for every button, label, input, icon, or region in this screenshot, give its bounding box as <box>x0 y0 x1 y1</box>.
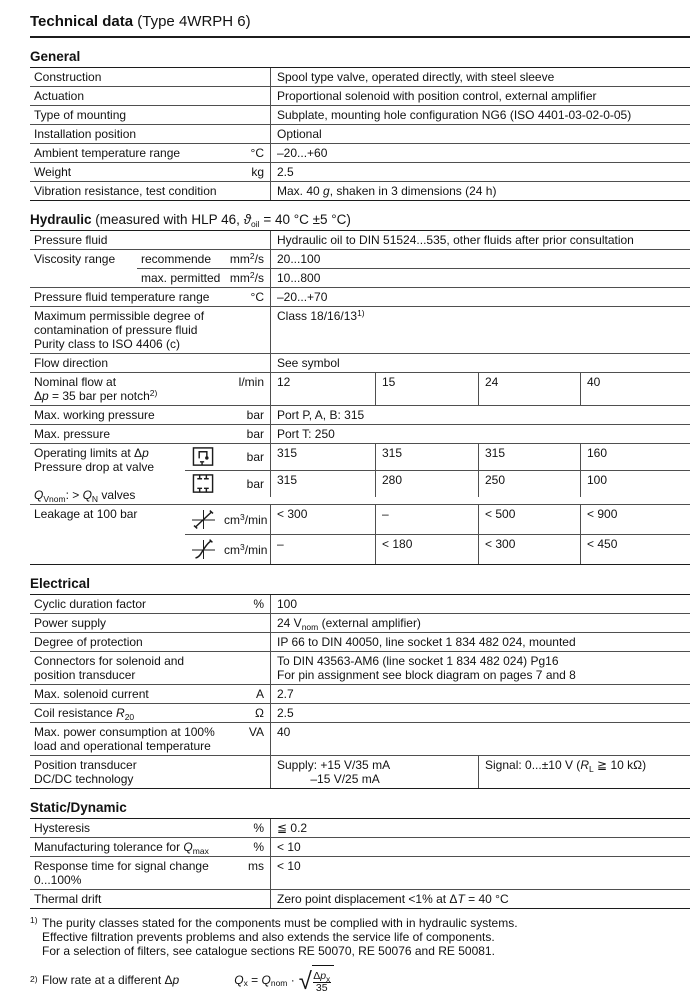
row-label: Coil resistance $R_{20}$ <box>34 706 135 722</box>
unit-label <box>262 231 270 235</box>
value-cell: See symbol <box>270 354 690 372</box>
fraction-denominator: 35 <box>313 982 331 994</box>
value-cell: < 500 <box>478 505 580 534</box>
unit-label: % <box>253 821 264 835</box>
footnote-marker: 2) <box>30 973 38 984</box>
value-cell: Port T: 250 <box>270 425 690 443</box>
section-table <box>30 818 690 909</box>
table-row <box>30 288 690 307</box>
sub-row <box>185 444 690 470</box>
value-cell: 100 <box>270 595 690 613</box>
sub-row <box>185 470 690 497</box>
table-row <box>30 425 690 444</box>
table-row <box>30 106 690 125</box>
unit-label <box>262 87 270 91</box>
unit-label: % <box>253 597 264 611</box>
unit-label: °C <box>250 290 264 304</box>
label-unit-cell <box>30 838 270 856</box>
row-label: Vibration resistance, test condition <box>34 184 217 198</box>
footnote-text: Flow rate at a different Δ p <box>42 972 180 987</box>
sub-row <box>137 268 690 287</box>
page-title <box>30 10 690 30</box>
table-row <box>30 505 690 564</box>
label-unit-cell <box>30 354 270 372</box>
radical-sign: √ <box>298 968 312 995</box>
value-cell: Class 18/16/13$^{1)}$ <box>270 307 690 353</box>
value-cell: Optional <box>270 125 690 143</box>
row-label: Installation position <box>34 127 137 141</box>
sub-row-label: max. permitted <box>141 271 221 285</box>
section-heading <box>30 210 690 230</box>
sub-row <box>185 505 690 534</box>
unit-label <box>262 68 270 72</box>
footnote-marker: 1) <box>30 915 38 925</box>
unit-label <box>262 125 270 129</box>
unit-label: A <box>255 687 264 701</box>
section-heading-text: Hydraulic <box>30 212 92 227</box>
table-row <box>30 87 690 106</box>
section-heading <box>30 798 690 818</box>
unit-label <box>262 307 270 311</box>
value-cell: Supply: +15 V/35 mA –15 V/25 mA <box>270 756 478 788</box>
unit-label: Ω <box>255 706 264 720</box>
row-label: Ambient temperature range <box>34 146 181 160</box>
value-cell: 2.5 <box>270 163 690 181</box>
row-label: Max. working pressure <box>34 408 155 422</box>
value-cell: –20...+60 <box>270 144 690 162</box>
label-unit-cell <box>30 125 270 143</box>
unit-label: bar <box>246 450 264 464</box>
table-row <box>30 652 690 685</box>
unit-label: °C <box>250 146 264 160</box>
flow-rate-formula <box>234 965 333 994</box>
label-unit-cell <box>30 704 270 722</box>
label-unit-cell <box>30 307 270 353</box>
value-cell: 315 <box>270 444 375 470</box>
label-unit-cell <box>30 819 270 837</box>
value-cell: – <box>270 535 375 564</box>
unit-label <box>262 354 270 358</box>
section <box>30 210 690 565</box>
value-cell: 2.7 <box>270 685 690 703</box>
value-cell: Spool type valve, operated directly, with steel sleeve <box>270 68 690 86</box>
row-label: Cyclic duration factor <box>34 597 147 611</box>
section-heading-text: General <box>30 49 81 64</box>
label-unit-cell <box>30 163 270 181</box>
row-label: Weight <box>34 165 72 179</box>
section-heading-text: Electrical <box>30 576 91 591</box>
section-heading <box>30 47 690 67</box>
table-row <box>30 250 690 288</box>
value-cell: < 450 <box>580 535 690 564</box>
page-title-main: Technical data <box>30 13 134 30</box>
page-title-type: (Type 4WRPH 6) <box>133 13 251 30</box>
table-row <box>30 163 690 182</box>
table-row <box>30 838 690 857</box>
table-row <box>30 857 690 890</box>
sub-row <box>137 250 690 268</box>
table-row <box>30 406 690 425</box>
unit-label <box>262 890 270 894</box>
section-table <box>30 67 690 201</box>
value-cell: 315 <box>270 471 375 497</box>
row-label: Operating limits at Δp Pressure drop at valve $Q_{Vnom}$: > $Q_N$ valves <box>34 446 155 504</box>
table-row <box>30 354 690 373</box>
label-unit-cell <box>30 857 270 889</box>
table-row <box>30 307 690 354</box>
table-row <box>30 182 690 200</box>
footnote <box>30 916 690 958</box>
value-cell: Hydraulic oil to DIN 51524...535, other fluids after prior consultation <box>270 231 690 249</box>
label-unit-cell <box>30 652 270 684</box>
label-unit-cell <box>30 373 270 405</box>
unit-label: $cm^3/\min$ <box>224 541 268 557</box>
unit-label: l/min <box>238 375 264 389</box>
value-cell: < 10 <box>270 838 690 856</box>
label-unit-cell <box>30 182 270 200</box>
value-cell: IP 66 to DIN 40050, line socket 1 834 482 024, mounted <box>270 633 690 651</box>
label-unit-cell <box>30 231 270 249</box>
label-unit-cell <box>30 144 270 162</box>
unit-label: $mm^2/s$ <box>229 251 264 266</box>
table-row <box>30 819 690 838</box>
formula-lhs: $Q_x = Q_{nom}$ · <box>234 972 295 988</box>
row-label: Position transducer DC/DC technology <box>34 758 137 786</box>
label-unit-cell <box>30 87 270 105</box>
value-cell: 315 <box>478 444 580 470</box>
table-row <box>30 125 690 144</box>
table-row <box>30 633 690 652</box>
section-heading-suffix: (measured with HLP 46, $ϑ_{oil} = 40$ °C ±5 °C) <box>91 212 351 229</box>
section-heading <box>30 574 690 594</box>
linear-characteristic-icon <box>185 505 222 534</box>
value-cell: –20...+70 <box>270 288 690 306</box>
curve-characteristic-icon <box>185 535 222 564</box>
unit-label <box>262 614 270 618</box>
unit-label <box>262 652 270 656</box>
value-cell: 40 <box>580 373 690 405</box>
unit-label: VA <box>248 725 264 739</box>
unit-label <box>262 106 270 110</box>
value-cell: 24 <box>478 373 580 405</box>
sub-rows <box>185 505 690 564</box>
section-table <box>30 594 690 789</box>
value-cell: 100 <box>580 471 690 497</box>
value-cell: 40 <box>270 723 690 755</box>
value-cell: < 180 <box>375 535 478 564</box>
unit-label <box>262 756 270 760</box>
sub-row-label: recommende <box>141 252 212 266</box>
value-cell: 20...100 <box>270 250 690 268</box>
value-cell: 12 <box>270 373 375 405</box>
row-label: Response time for signal change 0...100% <box>34 859 209 887</box>
table-row <box>30 373 690 406</box>
label-unit-cell <box>30 890 270 908</box>
label-unit-cell <box>30 633 270 651</box>
value-cell: < 900 <box>580 505 690 534</box>
label-unit-cell <box>30 685 270 703</box>
label-unit-cell <box>30 288 270 306</box>
section <box>30 798 690 909</box>
row-label: Pressure fluid <box>34 233 108 247</box>
row-label: Power supply <box>34 616 107 630</box>
table-row <box>30 685 690 704</box>
value-cell: 24 $V_{nom}$ (external amplifier) <box>270 614 690 632</box>
table-row <box>30 704 690 723</box>
fraction-numerator: $\Delta p_x$ <box>313 970 331 984</box>
section-table <box>30 230 690 565</box>
table-row <box>30 723 690 756</box>
valve-blocked-ports-icon <box>185 471 222 497</box>
sub-rows <box>137 250 690 287</box>
table-row <box>30 231 690 250</box>
row-label: Nominal flow at Δp = 35 bar per notch$^{2)}$ <box>34 375 158 403</box>
value-cell: To DIN 43563-AM6 (line socket 1 834 482 024) Pg16 For pin assignment see block diagram on pages 7 and 8 <box>270 652 690 684</box>
value-cell: Subplate, mounting hole configuration NG6 (ISO 4401-03-02-0-05) <box>270 106 690 124</box>
sub-rows <box>185 444 690 504</box>
unit-label: bar <box>246 477 264 491</box>
table-row <box>30 68 690 87</box>
table-row <box>30 614 690 633</box>
row-label: Leakage at 100 bar <box>34 507 138 521</box>
row-label: Actuation <box>34 89 85 103</box>
unit-label: bar <box>246 427 264 441</box>
row-label: Max. solenoid current <box>34 687 149 701</box>
table-row <box>30 890 690 908</box>
row-label: Degree of protection <box>34 635 143 649</box>
row-label: Pressure fluid temperature range <box>34 290 210 304</box>
value-cell: 2.5 <box>270 704 690 722</box>
value-cell: 15 <box>375 373 478 405</box>
row-label: Construction <box>34 70 102 84</box>
fraction <box>313 971 331 994</box>
row-label: Flow direction <box>34 356 109 370</box>
unit-label: $cm^3/\min$ <box>224 511 268 527</box>
row-label: Thermal drift <box>34 892 102 906</box>
label-unit-cell <box>30 756 270 788</box>
value-cell: 10...800 <box>270 269 690 287</box>
value-cell: < 10 <box>270 857 690 889</box>
value-cell: Zero point displacement <1% at ΔT = 40 °C <box>270 890 690 908</box>
value-cell: < 300 <box>270 505 375 534</box>
unit-label: bar <box>246 408 264 422</box>
sub-row <box>185 534 690 564</box>
value-cell: – <box>375 505 478 534</box>
table-row <box>30 756 690 788</box>
title-divider <box>30 36 690 38</box>
row-label: Connectors for solenoid and position transducer <box>34 654 185 682</box>
value-cell: Port P, A, B: 315 <box>270 406 690 424</box>
value-cell: 160 <box>580 444 690 470</box>
radicand <box>312 965 334 994</box>
row-label: Manufacturing tolerance for $Q_{max}$ <box>34 840 209 856</box>
row-label: Type of mounting <box>34 108 127 122</box>
label-unit-cell <box>30 406 270 424</box>
row-label: Max. power consumption at 100% load and operational temperature <box>34 725 215 753</box>
value-cell: Max. 40 g, shaken in 3 dimensions (24 h) <box>270 182 690 200</box>
table-row <box>30 595 690 614</box>
value-cell: 315 <box>375 444 478 470</box>
row-label: Hysteresis <box>34 821 91 835</box>
unit-label: $mm^2/s$ <box>229 270 264 285</box>
value-cell: ≦ 0.2 <box>270 819 690 837</box>
square-root <box>299 965 334 994</box>
label-unit-cell <box>30 723 270 755</box>
unit-label: ms <box>248 859 264 873</box>
row-label: Max. pressure <box>34 427 111 441</box>
section <box>30 47 690 201</box>
label-unit-cell <box>30 68 270 86</box>
value-cell: Proportional solenoid with position control, external amplifier <box>270 87 690 105</box>
footnotes <box>30 916 690 994</box>
table-row <box>30 444 690 505</box>
table-row <box>30 144 690 163</box>
value-cell: 250 <box>478 471 580 497</box>
unit-label: kg <box>251 165 264 179</box>
footnote-text: The purity classes stated for the components must be complied with in hydraulic systems. Effective filtration prevents problems and also extends the service life of components. For a selection of filters, see catalogue sections RE 50070, RE 50076 and RE 50081. <box>42 916 518 958</box>
label-unit-cell <box>30 614 270 632</box>
label-unit-cell <box>30 595 270 613</box>
label-unit-cell <box>30 425 270 443</box>
valve-spool-icon <box>185 444 222 470</box>
row-label: Viscosity range <box>34 252 116 266</box>
label-unit-cell <box>30 106 270 124</box>
value-cell: < 300 <box>478 535 580 564</box>
footnote <box>30 965 690 994</box>
value-cell: 280 <box>375 471 478 497</box>
unit-label <box>262 182 270 186</box>
row-label: Maximum permissible degree of contamination of pressure fluid Purity class to ISO 4406 (c) <box>34 309 205 351</box>
unit-label: % <box>253 840 264 854</box>
sections-container <box>30 47 690 909</box>
section-heading-text: Static/Dynamic <box>30 800 127 815</box>
section <box>30 574 690 789</box>
value-cell: Signal: 0...±10 V ($R_L$ ≧ 10 kΩ) <box>478 756 690 788</box>
unit-label <box>262 633 270 637</box>
